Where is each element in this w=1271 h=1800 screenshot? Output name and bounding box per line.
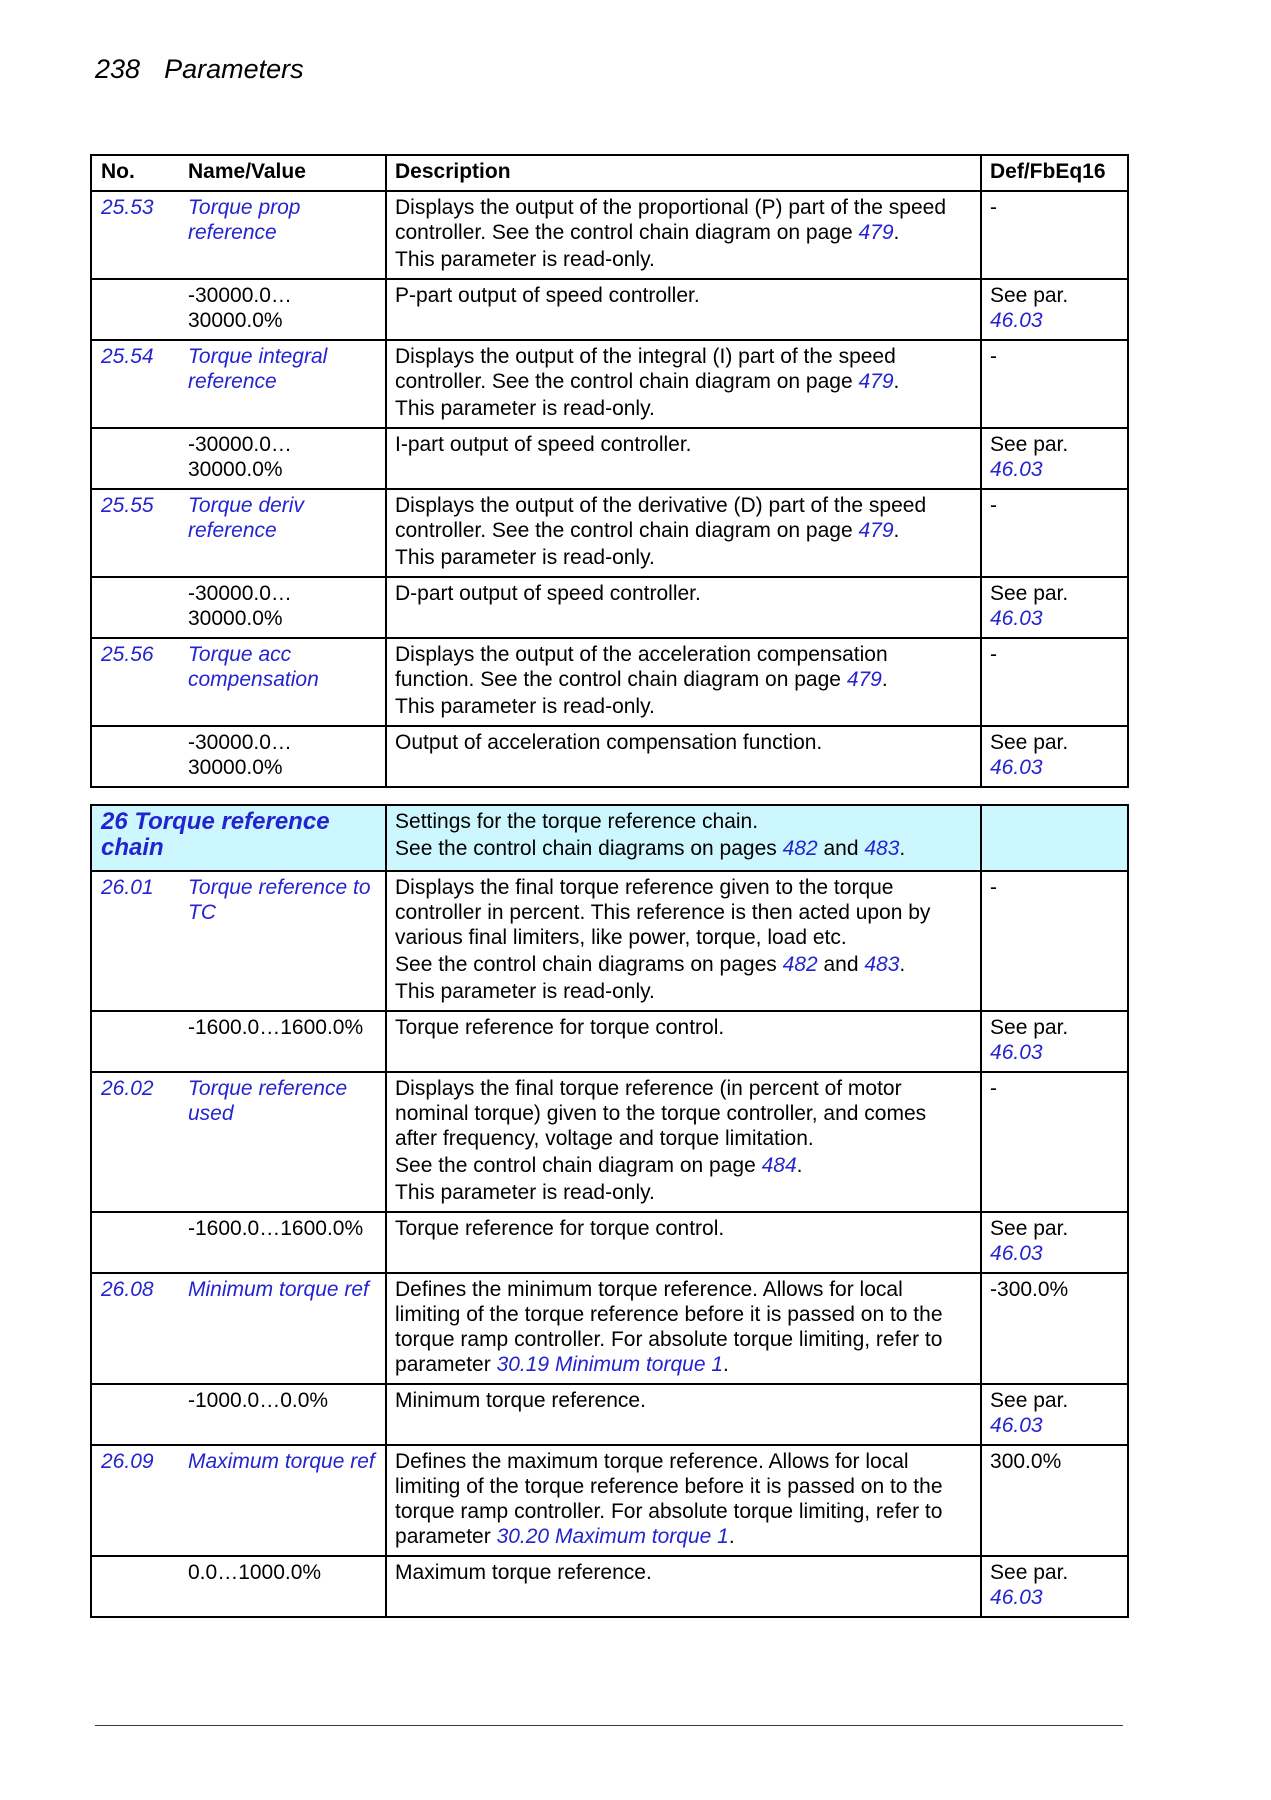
- text-run: Displays the output of the integral (I) part of the speed controller. See the control chain diagram on page: [395, 345, 896, 393]
- cross-reference-link[interactable]: 482: [782, 837, 818, 860]
- value-range-cell: [180, 577, 386, 638]
- text-run: See par.: [990, 1217, 1069, 1240]
- default-value-cell: [981, 1384, 1128, 1445]
- section-title: Parameters: [164, 54, 304, 84]
- default-value-cell: [981, 1556, 1128, 1617]
- parameter-number-cell: [91, 577, 180, 638]
- text-run: This parameter is read-only.: [395, 980, 655, 1003]
- default-value-cell: [981, 871, 1128, 1011]
- text-run: -300.0%: [990, 1278, 1069, 1301]
- group-title[interactable]: 26 Torque reference chain: [101, 808, 330, 861]
- text-run: -: [990, 1077, 998, 1100]
- description-cell: [386, 1445, 981, 1556]
- text-run: See par.: [990, 433, 1069, 456]
- paragraph: [395, 809, 958, 834]
- value-row: [91, 1556, 1128, 1617]
- default-value-cell: [981, 726, 1128, 787]
- description-cell: [386, 1384, 981, 1445]
- value-range: -30000.0… 30000.0%: [188, 731, 292, 779]
- parameter-row: [91, 191, 1128, 279]
- value-range: -30000.0… 30000.0%: [188, 433, 292, 481]
- paragraph: [395, 344, 958, 394]
- parameter-row: [91, 1072, 1128, 1212]
- parameter-number[interactable]: 25.56: [101, 643, 154, 666]
- group-title-cell: [91, 805, 386, 871]
- parameter-number[interactable]: 25.53: [101, 196, 154, 219]
- text-run: Displays the output of the derivative (D) part of the speed controller. See the control chain diagram on page: [395, 494, 927, 542]
- cross-reference-link[interactable]: 479: [846, 668, 882, 691]
- paragraph: [395, 1388, 958, 1413]
- cross-reference-link[interactable]: 46.03: [990, 458, 1043, 481]
- group-default-cell: [981, 805, 1128, 871]
- parameter-number-cell: [91, 1556, 180, 1617]
- paragraph: [395, 545, 958, 570]
- footer-rule: [95, 1725, 1123, 1726]
- description-cell: [386, 871, 981, 1011]
- group-description: [386, 805, 981, 871]
- cross-reference-link[interactable]: 479: [858, 519, 894, 542]
- default-value-cell: [981, 1445, 1128, 1556]
- text-run: Torque reference for torque control.: [395, 1217, 725, 1240]
- parameter-number[interactable]: 25.54: [101, 345, 154, 368]
- value-range-cell: [180, 1011, 386, 1072]
- paragraph: [395, 1153, 958, 1178]
- text-run: This parameter is read-only.: [395, 397, 655, 420]
- text-run: See par.: [990, 1389, 1069, 1412]
- description-cell: [386, 191, 981, 279]
- parameter-number-cell: [91, 340, 180, 428]
- text-run: See par.: [990, 1561, 1069, 1584]
- cross-reference-link[interactable]: 483: [864, 953, 900, 976]
- table-body: [91, 155, 1128, 787]
- text-run: See par.: [990, 582, 1069, 605]
- text-run: Displays the final torque reference (in percent of motor nominal torque) given to the torque controller, and comes after frequency, voltage and torque limitation.: [395, 1077, 927, 1150]
- value-range-cell: [180, 279, 386, 340]
- paragraph: [395, 875, 958, 950]
- description-cell: [386, 279, 981, 340]
- page-number: 238: [95, 54, 141, 84]
- parameter-name[interactable]: Torque reference to TC: [188, 876, 371, 924]
- parameter-number-cell: [91, 726, 180, 787]
- paragraph: [395, 836, 958, 861]
- cross-reference-link[interactable]: 46.03: [990, 1041, 1043, 1064]
- value-row: [91, 726, 1128, 787]
- parameter-number-cell: [91, 1011, 180, 1072]
- text-run: -: [990, 494, 997, 517]
- value-range: -30000.0… 30000.0%: [188, 284, 292, 332]
- parameter-number-cell: [91, 1212, 180, 1273]
- text-run: Displays the output of the proportional (P) part of the speed controller. See the control chain diagram on page: [395, 196, 946, 244]
- value-range-cell: [180, 1384, 386, 1445]
- text-run: Defines the minimum torque reference. Allows for local limiting of the torque reference before it is passed on to the torque ramp controller. For absolute torque limiting, refer to parameter: [395, 1278, 943, 1376]
- parameter-number-cell: [91, 1445, 180, 1556]
- text-run: Displays the output of the acceleration compensation function. See the control chain diagram on page: [395, 643, 888, 691]
- group-header-row: [91, 805, 1128, 871]
- value-row: [91, 279, 1128, 340]
- parameter-row: [91, 871, 1128, 1011]
- parameter-number[interactable]: 26.02: [101, 1077, 154, 1100]
- parameter-name[interactable]: Torque integral reference: [188, 345, 328, 393]
- text-run: P-part output of speed controller.: [395, 284, 700, 307]
- text-run: 300.0%: [990, 1450, 1062, 1473]
- value-row: [91, 1212, 1128, 1273]
- parameter-number-cell: [91, 279, 180, 340]
- value-range-cell: [180, 1556, 386, 1617]
- parameter-row: [91, 489, 1128, 577]
- text-run: Defines the maximum torque reference. Allows for local limiting of the torque reference before it is passed on to the torque ramp controller. For absolute torque limiting, refer to parameter: [395, 1450, 943, 1548]
- value-row: [91, 1011, 1128, 1072]
- cross-reference-link[interactable]: 482: [782, 953, 818, 976]
- default-value-cell: [981, 1273, 1128, 1384]
- parameter-name[interactable]: Minimum torque ref: [188, 1278, 369, 1301]
- parameter-number[interactable]: 26.09: [101, 1450, 154, 1473]
- text-run: See par.: [990, 731, 1069, 754]
- text-run: .: [881, 668, 888, 691]
- column-header-default: Def/FbEq16: [981, 155, 1128, 191]
- default-value-cell: [981, 1011, 1128, 1072]
- text-run: See the control chain diagrams on pages: [395, 953, 783, 976]
- paragraph: [395, 952, 958, 977]
- parameter-name-cell: [180, 489, 386, 577]
- text-run: .: [723, 1353, 729, 1376]
- cross-reference-link[interactable]: 46.03: [990, 1414, 1043, 1437]
- description-cell: [386, 1212, 981, 1273]
- cross-reference-link[interactable]: 479: [858, 221, 894, 244]
- parameter-table-group-26: [90, 804, 1129, 1618]
- paragraph: [395, 1277, 958, 1377]
- paragraph: [395, 396, 958, 421]
- default-value-cell: [981, 638, 1128, 726]
- text-run: Settings for the torque reference chain.: [395, 810, 759, 833]
- parameter-name-cell: [180, 1072, 386, 1212]
- parameter-number-cell: [91, 1072, 180, 1212]
- value-range-cell: [180, 726, 386, 787]
- paragraph: [395, 642, 958, 692]
- text-run: .: [728, 1525, 735, 1548]
- parameter-name-cell: [180, 638, 386, 726]
- value-row: [91, 1384, 1128, 1445]
- page-header: [95, 53, 304, 85]
- parameter-number-cell: [91, 871, 180, 1011]
- cross-reference-link[interactable]: 46.03: [990, 756, 1043, 779]
- paragraph: [395, 730, 958, 755]
- cross-reference-link[interactable]: 30.20 Maximum torque 1: [496, 1525, 729, 1548]
- paragraph: [395, 195, 958, 245]
- text-run: Displays the final torque reference given to the torque controller in percent. This reference is then acted upon by various final limiters, like power, torque, load etc.: [395, 876, 931, 949]
- parameter-name[interactable]: Torque acc compensation: [188, 643, 319, 691]
- paragraph: [395, 1015, 958, 1040]
- value-range: 0.0…1000.0%: [188, 1561, 322, 1584]
- paragraph: [395, 247, 958, 272]
- parameter-name-cell: [180, 871, 386, 1011]
- default-value-cell: [981, 191, 1128, 279]
- column-header-name-value: Name/Value: [180, 155, 386, 191]
- parameter-row: [91, 1445, 1128, 1556]
- text-run: .: [893, 519, 900, 542]
- text-run: Output of acceleration compensation function.: [395, 731, 823, 754]
- parameter-name-cell: [180, 1445, 386, 1556]
- text-run: Torque reference for torque control.: [395, 1016, 725, 1039]
- parameter-number-cell: [91, 428, 180, 489]
- text-run: -: [990, 876, 998, 899]
- parameter-name-cell: [180, 191, 386, 279]
- description-cell: [386, 1556, 981, 1617]
- column-header-no: No.: [91, 155, 180, 191]
- cross-reference-link[interactable]: 46.03: [990, 1242, 1043, 1265]
- value-row: [91, 428, 1128, 489]
- parameter-row: [91, 1273, 1128, 1384]
- parameter-number[interactable]: 26.08: [101, 1278, 154, 1301]
- cross-reference-link[interactable]: 46.03: [990, 607, 1043, 630]
- parameter-row: [91, 638, 1128, 726]
- text-run: and: [817, 953, 865, 976]
- default-value-cell: [981, 489, 1128, 577]
- text-run: -: [990, 345, 997, 368]
- column-header-row: [91, 155, 1128, 191]
- parameter-name[interactable]: Torque deriv reference: [188, 494, 304, 542]
- default-value-cell: [981, 577, 1128, 638]
- description-cell: [386, 489, 981, 577]
- cross-reference-link[interactable]: 46.03: [990, 309, 1043, 332]
- text-run: This parameter is read-only.: [395, 546, 655, 569]
- paragraph: [395, 1560, 958, 1585]
- text-run: This parameter is read-only.: [395, 248, 655, 271]
- paragraph: [395, 581, 958, 606]
- value-range: -1000.0…0.0%: [188, 1389, 329, 1412]
- paragraph: [395, 1180, 958, 1205]
- parameter-number-cell: [91, 1384, 180, 1445]
- paragraph: [395, 1449, 958, 1549]
- default-value-cell: [981, 340, 1128, 428]
- parameter-name[interactable]: Torque reference used: [188, 1077, 348, 1125]
- description-cell: [386, 577, 981, 638]
- parameter-name-cell: [180, 1273, 386, 1384]
- value-range-cell: [180, 1212, 386, 1273]
- table-body: [91, 805, 1128, 1617]
- parameter-number[interactable]: 25.55: [101, 494, 154, 517]
- text-run: See par.: [990, 1016, 1069, 1039]
- default-value-cell: [981, 1212, 1128, 1273]
- text-run: This parameter is read-only.: [395, 695, 655, 718]
- description-cell: [386, 1273, 981, 1384]
- paragraph: [395, 432, 958, 457]
- parameter-name[interactable]: Torque prop reference: [188, 196, 301, 244]
- text-run: .: [899, 837, 906, 860]
- text-run: D-part output of speed controller.: [395, 582, 701, 605]
- text-run: Minimum torque reference.: [395, 1389, 646, 1412]
- description-cell: [386, 428, 981, 489]
- text-run: .: [893, 370, 900, 393]
- description-cell: [386, 340, 981, 428]
- paragraph: [395, 979, 958, 1004]
- cross-reference-link[interactable]: 30.19 Minimum torque 1: [496, 1353, 724, 1376]
- parameter-table-group-25: [90, 154, 1129, 788]
- paragraph: [395, 1216, 958, 1241]
- default-value-cell: [981, 428, 1128, 489]
- paragraph: [395, 694, 958, 719]
- text-run: and: [817, 837, 865, 860]
- text-run: This parameter is read-only.: [395, 1181, 655, 1204]
- paragraph: [395, 283, 958, 308]
- column-header-description: Description: [386, 155, 981, 191]
- default-value-cell: [981, 1072, 1128, 1212]
- value-range: -1600.0…1600.0%: [188, 1016, 364, 1039]
- text-run: Maximum torque reference.: [395, 1561, 652, 1584]
- description-cell: [386, 638, 981, 726]
- parameter-number-cell: [91, 191, 180, 279]
- parameter-number[interactable]: 26.01: [101, 876, 154, 899]
- parameter-row: [91, 340, 1128, 428]
- value-range: -1600.0…1600.0%: [188, 1217, 364, 1240]
- paragraph: [395, 1076, 958, 1151]
- parameter-number-cell: [91, 1273, 180, 1384]
- parameter-name-cell: [180, 340, 386, 428]
- description-cell: [386, 1072, 981, 1212]
- text-run: See the control chain diagrams on pages: [395, 837, 783, 860]
- parameter-number-cell: [91, 638, 180, 726]
- cross-reference-link[interactable]: 479: [858, 370, 894, 393]
- paragraph: [395, 493, 958, 543]
- text-run: I-part output of speed controller.: [395, 433, 692, 456]
- description-cell: [386, 1011, 981, 1072]
- parameter-number-cell: [91, 489, 180, 577]
- value-range-cell: [180, 428, 386, 489]
- value-range: -30000.0… 30000.0%: [188, 582, 292, 630]
- default-value-cell: [981, 279, 1128, 340]
- value-row: [91, 577, 1128, 638]
- text-run: .: [796, 1154, 803, 1177]
- text-run: -: [990, 196, 997, 219]
- text-run: See par.: [990, 284, 1069, 307]
- text-run: -: [990, 643, 997, 666]
- text-run: See the control chain diagram on page: [395, 1154, 762, 1177]
- cross-reference-link[interactable]: 484: [761, 1154, 797, 1177]
- cross-reference-link[interactable]: 483: [864, 837, 900, 860]
- cross-reference-link[interactable]: 46.03: [990, 1586, 1043, 1609]
- text-run: .: [899, 953, 906, 976]
- parameter-name[interactable]: Maximum torque ref: [188, 1450, 375, 1473]
- text-run: .: [893, 221, 900, 244]
- description-cell: [386, 726, 981, 787]
